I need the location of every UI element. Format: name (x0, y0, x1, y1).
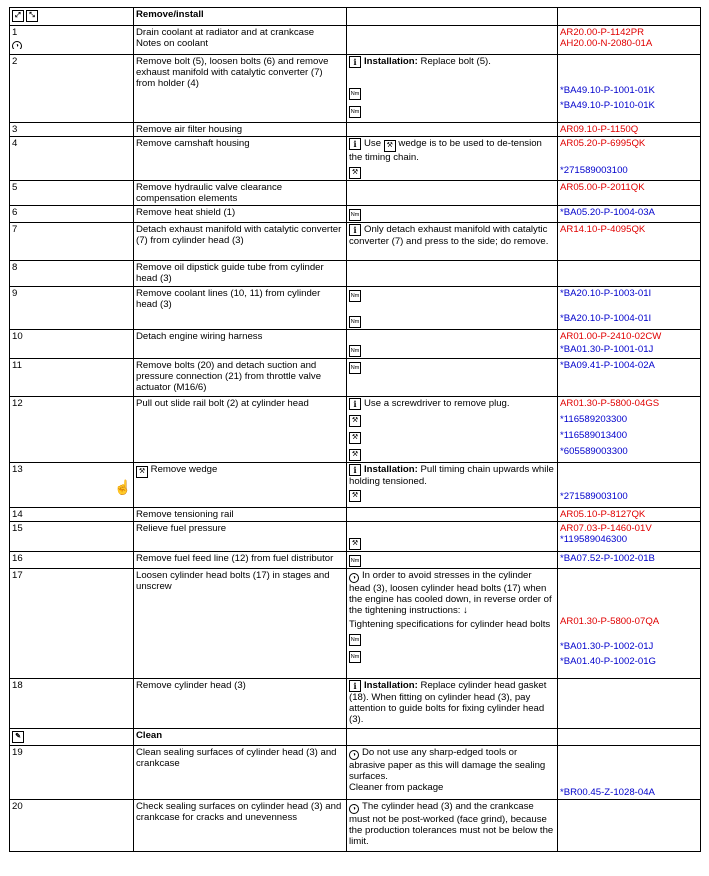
doc-link[interactable]: *116589013400 (560, 430, 628, 441)
doc-link[interactable]: AR01.30-P-5800-07QA (560, 616, 660, 627)
clean-icon: ✎ (12, 731, 24, 743)
torque-icon: Nm (349, 362, 361, 374)
info-icon: i (349, 224, 361, 236)
tool-icon: ⚒ (384, 140, 396, 152)
doc-link[interactable]: AR14.10-P-4095QK (558, 223, 701, 261)
section-header-row (10, 729, 701, 746)
info-icon: i (349, 680, 361, 692)
table-header-row (10, 8, 701, 26)
torque-icon: Nm (349, 651, 361, 663)
doc-link[interactable]: *BA01.30-P-1001-01J (560, 344, 654, 355)
table-row: 13 ⚒ Remove wedge ☝ i Installation: Pull timing chain upwards while holding tensioned. ⚒ *271589003100 (10, 463, 701, 508)
note-icon: ◑ (349, 750, 359, 760)
tool-icon: ⚒ (349, 415, 361, 427)
doc-link[interactable]: *BR00.45-Z-1028-04A (560, 787, 655, 798)
doc-link[interactable]: *116589203300 (560, 414, 628, 425)
table-row: 12 Pull out slide rail bolt (2) at cylinder head i Use a screwdriver to remove plug. ⚒ ⚒ ⚒ AR01.30-P-5800-04GS *116589203300 *116589013400 *605589003300 (10, 397, 701, 463)
tool-icon: ⚒ (349, 167, 361, 179)
doc-link[interactable]: AR07.03-P-1460-01V (560, 523, 652, 534)
torque-icon: Nm (349, 88, 361, 100)
doc-link[interactable]: AH20.00-N-2080-01A (560, 38, 653, 49)
table-row: 6 Remove heat shield (1) Nm *BA05.20-P-1004-03A (10, 206, 701, 223)
section-title: Clean (134, 729, 347, 746)
torque-icon: Nm (349, 290, 361, 302)
info-icon: i (349, 56, 361, 68)
tool-icon: ⚒ (136, 466, 148, 478)
table-row: 18 Remove cylinder head (3) i Installation: Replace cylinder head gasket (18). When fitting on cylinder head (3), pay attention to guide bolts for fixing cylinder head (3). (10, 679, 701, 729)
doc-link[interactable]: *BA01.30-P-1002-01J (560, 641, 654, 652)
doc-link[interactable]: *BA49.10-P-1001-01K (560, 85, 655, 96)
doc-link[interactable]: AR05.00-P-2011QK (558, 181, 701, 206)
tool-icon: ⚒ (349, 432, 361, 444)
table-row: 17 Loosen cylinder head bolts (17) in stages and unscrew ◑ In order to avoid stresses in the cylinder head (3), loosen cylinder head bolts (17) when the engine has cooled down, in reverse order of the tightening instructions: ↓ Tightening specifications for cylinder head bolts Nm Nm AR01.30-P-5800-07QA *BA01.30-P-1002-01J *BA01.40-P-1002-01G (10, 569, 701, 679)
doc-link[interactable]: *271589003100 (560, 165, 628, 176)
doc-link[interactable]: AR05.20-P-6995QK (560, 138, 646, 149)
tool-icon: ⚒ (349, 449, 361, 461)
doc-link[interactable]: *BA01.40-P-1002-01G (560, 656, 656, 667)
table-row: 20 Check sealing surfaces on cylinder head (3) and crankcase for cracks and unevenness ◑ The cylinder head (3) and the crankcase must not be post-worked (face grind), because the production tolerances must not be below the limit. (10, 800, 701, 852)
table-row: 8 Remove oil dipstick guide tube from cylinder head (3) (10, 261, 701, 287)
table-row: 14 Remove tensioning rail AR05.10-P-8127QK (10, 508, 701, 522)
note-icon: ◑ (349, 804, 359, 814)
doc-link[interactable]: AR20.00-P-1142PR (560, 27, 645, 38)
table-row: 9 Remove coolant lines (10, 11) from cylinder head (3) Nm Nm *BA20.10-P-1003-01I *BA20.10-P-1004-01I (10, 287, 701, 330)
table-row: 4 Remove camshaft housing i Use ⚒ wedge is to be used to de-tension the timing chain. ⚒ AR05.20-P-6995QK *271589003100 (10, 137, 701, 181)
hand-cursor-icon: ☝ (114, 479, 132, 495)
doc-link[interactable]: AR05.10-P-8127QK (558, 508, 701, 522)
info-icon: i (349, 464, 361, 476)
torque-icon: Nm (349, 106, 361, 118)
expand-icon[interactable]: ⤢ (12, 10, 24, 22)
note-icon: ◑ (349, 573, 359, 583)
table-row: 19 Clean sealing surfaces of cylinder head (3) and crankcase ◑ Do not use any sharp-edged tools or abrasive paper as this will damage the sealing surfaces. Cleaner from package *BR00.45-Z-1028-04A (10, 746, 701, 800)
doc-link[interactable]: *BA05.20-P-1004-03A (558, 206, 701, 223)
table-row: 10 Detach engine wiring harness Nm AR01.00-P-2410-02CW *BA01.30-P-1001-01J (10, 330, 701, 359)
section-title: Remove/install (134, 8, 347, 26)
doc-link[interactable]: *BA07.52-P-1002-01B (558, 552, 701, 569)
torque-icon: Nm (349, 209, 361, 221)
doc-link[interactable]: AR01.30-P-5800-04GS (560, 398, 660, 409)
table-row: 1 ◑ Drain coolant at radiator and at crankcase Notes on coolant AR20.00-P-1142PR AH20.00-N-2080-01A (10, 26, 701, 55)
doc-link[interactable]: *605589003300 (560, 446, 628, 457)
procedure-table (9, 7, 701, 852)
table-row: 16 Remove fuel feed line (12) from fuel distributor Nm *BA07.52-P-1002-01B (10, 552, 701, 569)
table-row: 11 Remove bolts (20) and detach suction and pressure connection (21) from throttle valve actuator (M16/6) Nm *BA09.41-P-1004-02A (10, 359, 701, 397)
torque-icon: Nm (349, 316, 361, 328)
note-icon: ◑ (12, 41, 22, 49)
info-icon: i (349, 138, 361, 150)
table-row: 2 Remove bolt (5), loosen bolts (6) and remove exhaust manifold with catalytic converter (7) from holder (4) i Installation: Replace bolt (5). Nm Nm *BA49.10-P-1001-01K *BA49.10-P-1010-01K (10, 55, 701, 123)
torque-icon: Nm (349, 634, 361, 646)
table-row: 15 Relieve fuel pressure ⚒ AR07.03-P-1460-01V *119589046300 (10, 522, 701, 552)
tool-icon: ⚒ (349, 490, 361, 502)
doc-link[interactable]: *BA49.10-P-1010-01K (560, 100, 655, 111)
tool-icon: ⚒ (349, 538, 361, 550)
table-row: 7 Detach exhaust manifold with catalytic converter (7) from cylinder head (3) i Only detach exhaust manifold with catalytic converter (7) and press to the side; do remove. AR14.10-P-4095QK (10, 223, 701, 261)
table-row: 3 Remove air filter housing AR09.10-P-1150Q (10, 123, 701, 137)
table-row: 5 Remove hydraulic valve clearance compensation elements AR05.00-P-2011QK (10, 181, 701, 206)
doc-link[interactable]: AR01.00-P-2410-02CW (560, 331, 662, 342)
doc-link[interactable]: *271589003100 (560, 491, 628, 502)
doc-link[interactable]: *BA20.10-P-1004-01I (560, 313, 652, 324)
doc-link[interactable]: *BA09.41-P-1004-02A (558, 359, 701, 397)
doc-link[interactable]: *BA20.10-P-1003-01I (560, 288, 652, 299)
doc-link[interactable]: AR09.10-P-1150Q (558, 123, 701, 137)
collapse-icon[interactable]: ⤡ (26, 10, 38, 22)
doc-link[interactable]: *119589046300 (560, 534, 628, 545)
torque-icon: Nm (349, 345, 361, 357)
torque-icon: Nm (349, 555, 361, 567)
info-icon: i (349, 398, 361, 410)
